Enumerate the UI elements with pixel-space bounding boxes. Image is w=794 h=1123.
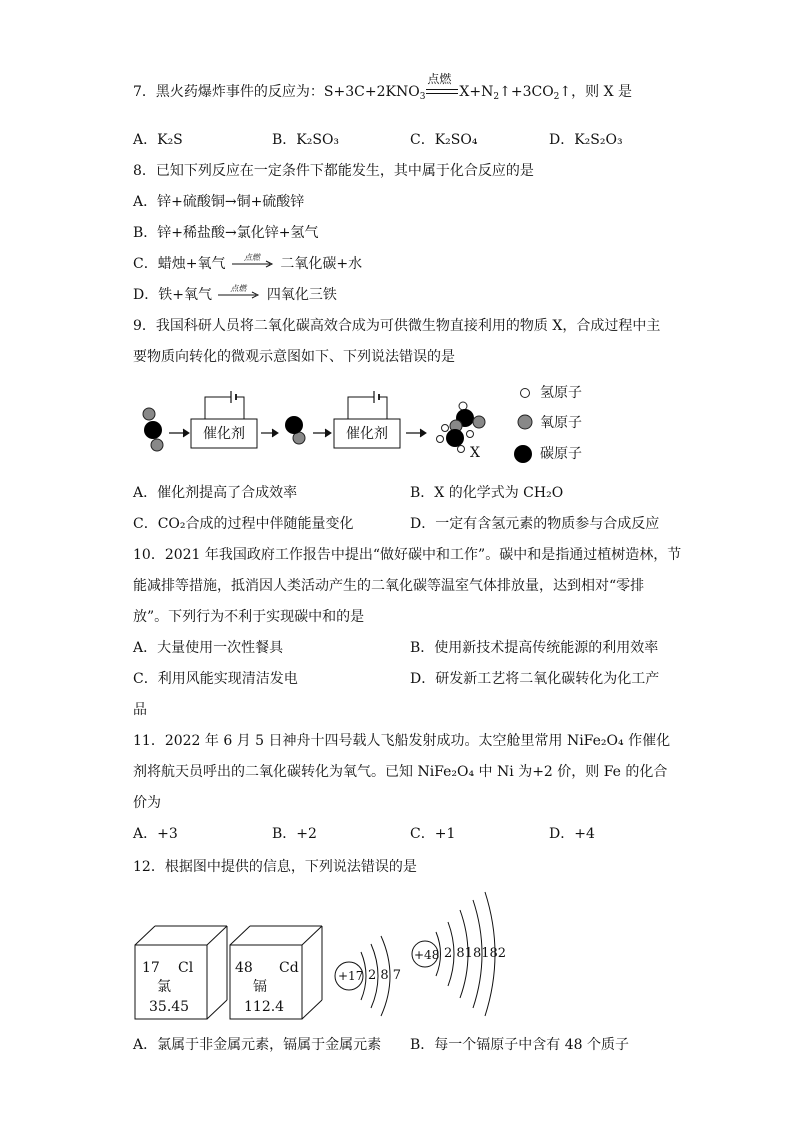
q8-c-arrow <box>230 253 276 271</box>
q9-option-b[interactable]: B．X 的化学式为 CH₂O <box>410 485 564 501</box>
q7-condition: 点燃 <box>427 72 452 86</box>
q10-option-c[interactable]: C．利用风能实现清洁发电 <box>133 671 298 687</box>
cd-mass: 112.4 <box>244 999 285 1015</box>
q10-stem-line1: 10．2021 年我国政府工作报告中提出“做好碳中和工作”。碳中和是指通过植树造林，节 <box>133 547 682 563</box>
cd-number: 48 <box>235 960 253 976</box>
q7-sub-2b: 2 <box>553 92 560 102</box>
legend-hydrogen <box>521 389 530 398</box>
cl-nucleus-charge: +17 <box>338 969 364 983</box>
arrow-right-icon <box>169 429 189 437</box>
q8-option-d[interactable] <box>133 285 337 305</box>
cd-electron-shells: 2 818182 <box>444 946 507 961</box>
legend-carbon-label: 碳原子 <box>540 446 582 462</box>
arrow-right-icon <box>313 429 331 437</box>
q12-stem: 12．根据图中提供的信息，下列说法错误的是 <box>133 859 417 875</box>
q7-prefix: 7．黑火药爆炸事件的反应为： <box>133 84 324 100</box>
q8-c-condition: 点燃 <box>243 253 260 262</box>
q7-rhs3: ↑，则 X 是 <box>559 84 633 100</box>
q11-stem-line2: 剂将航天员呼出的二氧化碳转化为氧气。已知 NiFe₂O₄ 中 Ni 为+2 价，则 Fe 的化合 <box>133 764 668 780</box>
cl-mass: 35.45 <box>149 999 190 1015</box>
q10-option-d-cont: 品 <box>133 702 147 718</box>
cl-electron-shells: 2 8 7 <box>368 968 402 983</box>
q10-option-d[interactable]: D．研发新工艺将二氧化碳转化为化工产 <box>410 671 660 687</box>
q8-c-prefix: C．蜡烛+氧气 <box>133 256 226 272</box>
cl-number: 17 <box>142 960 160 976</box>
q7-equation-sign <box>425 72 459 99</box>
legend-hydrogen-label: 氢原子 <box>540 385 582 401</box>
equals-lines <box>426 89 458 94</box>
arrow-right-icon <box>230 257 276 271</box>
cl-symbol: Cl <box>178 960 194 976</box>
q11-option-b[interactable]: B．+2 <box>272 826 317 842</box>
q8-option-c[interactable] <box>133 254 362 274</box>
q8-option-a[interactable]: A．锌+硫酸铜→铜+硫酸锌 <box>133 194 305 210</box>
q10-stem-line3: 放”。下列行为不利于实现碳中和的是 <box>133 609 365 625</box>
q7-stem <box>133 72 633 107</box>
q8-d-prefix: D．铁+氧气 <box>133 287 212 303</box>
q11-option-a[interactable]: A．+3 <box>133 826 178 842</box>
q10-stem-line2: 能减排等措施，抵消因人类活动产生的二氧化碳等温室气体排放量，达到相对“零排 <box>133 578 645 594</box>
cd-nucleus-charge: +48 <box>414 948 440 962</box>
q11-option-c[interactable]: C．+1 <box>410 826 456 842</box>
q12-option-a[interactable]: A．氯属于非金属元素，镉属于金属元素 <box>133 1037 382 1053</box>
q7-sub-3: 3 <box>419 92 426 102</box>
q8-option-b[interactable]: B．锌+稀盐酸→氯化锌+氢气 <box>133 225 319 241</box>
q7-option-d[interactable]: D．K₂S₂O₃ <box>549 132 623 148</box>
q8-d-arrow <box>216 284 262 302</box>
q10-option-b[interactable]: B．使用新技术提高传统能源的利用效率 <box>410 640 659 656</box>
q12-option-b[interactable]: B．每一个镉原子中含有 48 个质子 <box>410 1037 630 1053</box>
q7-option-a[interactable]: A．K₂S <box>133 132 183 148</box>
legend-oxygen-label: 氧原子 <box>540 415 582 431</box>
legend-carbon <box>514 445 532 463</box>
q11-stem-line3: 价为 <box>133 795 161 811</box>
catalyst-label-2: 催化剂 <box>346 426 388 442</box>
q7-lhs: S+3C+2KNO <box>323 84 420 100</box>
q8-c-result: 二氧化碳+水 <box>280 256 363 272</box>
q11-stem-line1: 11．2022 年 6 月 5 日神舟十四号载人飞船发射成功。太空舱里常用 NiFe₂O₄ 作催化 <box>133 733 671 749</box>
q9-option-c[interactable]: C．CO₂合成的过程中伴随能量变化 <box>133 516 354 532</box>
co2-molecule <box>143 408 163 451</box>
q7-rhs1: X+N <box>459 84 494 100</box>
legend-oxygen <box>518 415 532 429</box>
arrow-right-icon <box>261 429 278 437</box>
q9-option-d[interactable]: D．一定有含氢元素的物质参与合成反应 <box>410 516 660 532</box>
q7-option-b[interactable]: B．K₂SO₃ <box>272 132 340 148</box>
q9-stem-line2: 要物质向转化的微观示意图如下、下列说法错误的是 <box>133 349 455 365</box>
x-label: X <box>470 445 480 461</box>
cd-name: 镉 <box>253 979 267 995</box>
q7-rhs2: ↑+3CO <box>499 84 554 100</box>
arrow-right-icon <box>406 429 426 437</box>
cl-name: 氯 <box>157 979 171 995</box>
q8-stem: 8．已知下列反应在一定条件下都能发生，其中属于化合反应的是 <box>133 163 534 179</box>
catalyst-label-1: 催化剂 <box>203 426 245 442</box>
cd-symbol: Cd <box>279 960 299 976</box>
q9-stem-line1: 9．我国科研人员将二氧化碳高效合成为可供微生物直接利用的物质 X，合成过程中主 <box>133 318 661 334</box>
q10-option-a[interactable]: A．大量使用一次性餐具 <box>133 640 284 656</box>
q7-option-c[interactable]: C．K₂SO₄ <box>410 132 478 148</box>
q11-option-d[interactable]: D．+4 <box>549 826 595 842</box>
q7-sub-2a: 2 <box>493 92 500 102</box>
arrow-right-icon <box>216 288 262 302</box>
q9-option-a[interactable]: A．催化剂提高了合成效率 <box>133 485 298 501</box>
q8-d-condition: 点燃 <box>230 284 247 293</box>
q8-d-result: 四氧化三铁 <box>266 287 337 303</box>
co-molecule <box>285 416 305 444</box>
